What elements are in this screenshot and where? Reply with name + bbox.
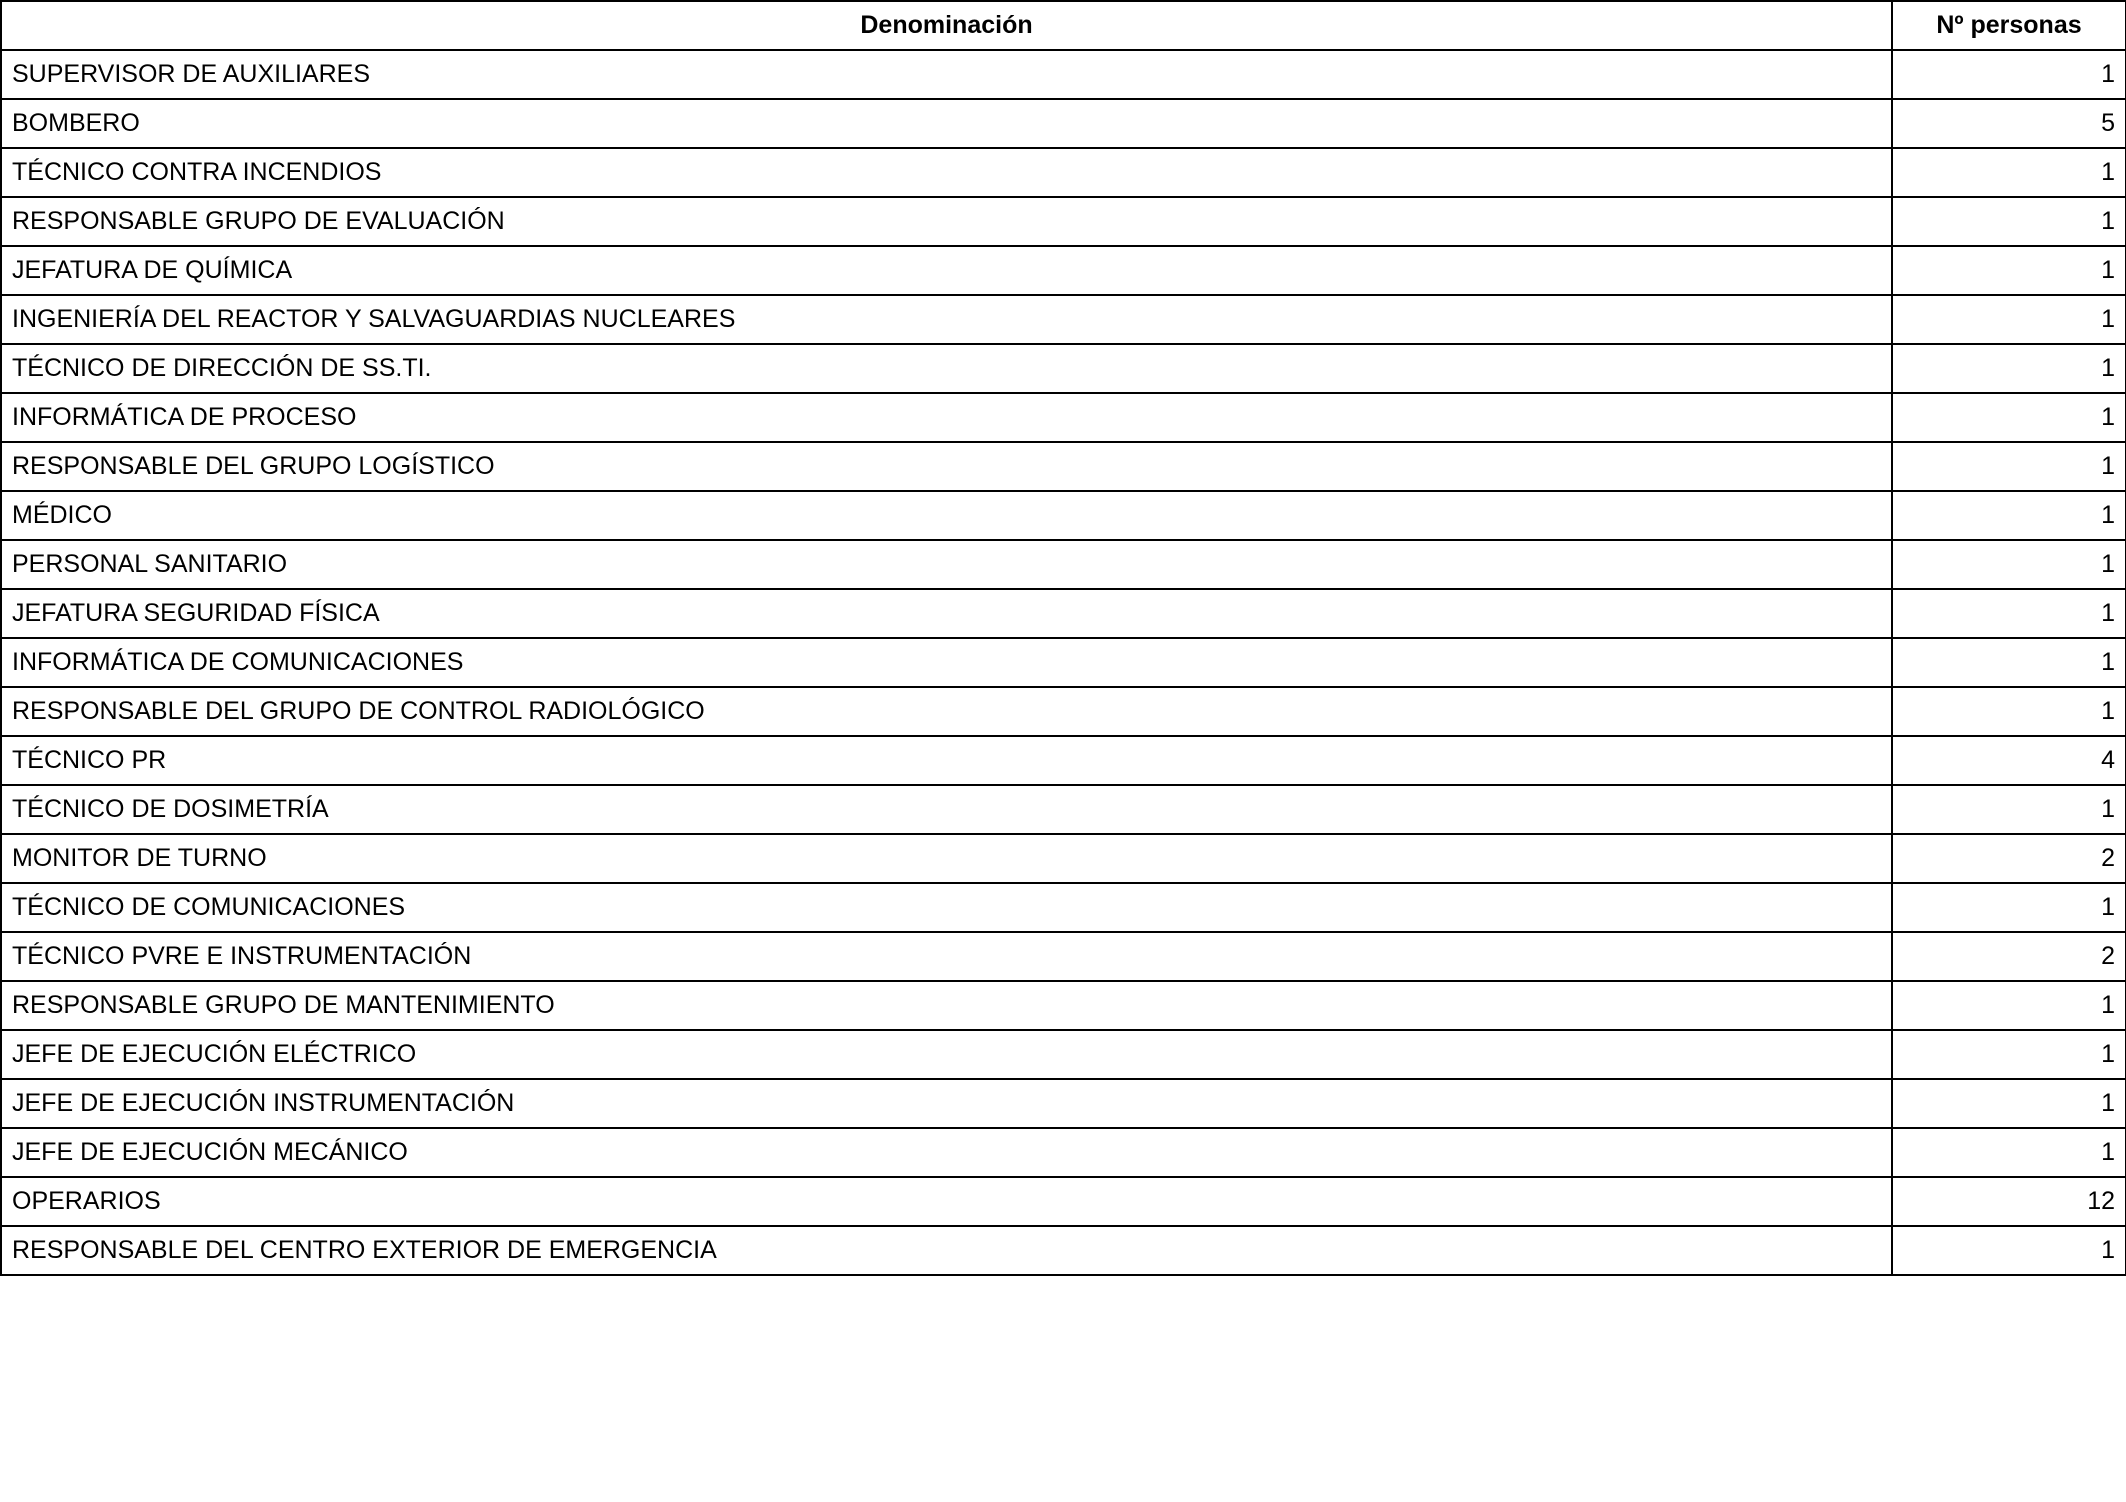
- person-count-cell: 1: [1892, 295, 2126, 344]
- role-name-cell: OPERARIOS: [1, 1177, 1892, 1226]
- person-count-cell: 1: [1892, 442, 2126, 491]
- role-name-cell: RESPONSABLE DEL CENTRO EXTERIOR DE EMERGENCIA: [1, 1226, 1892, 1275]
- person-count-cell: 1: [1892, 638, 2126, 687]
- table-row: [1, 1177, 2126, 1226]
- role-name-cell: JEFE DE EJECUCIÓN MECÁNICO: [1, 1128, 1892, 1177]
- table-row: [1, 638, 2126, 687]
- person-count-cell: 1: [1892, 344, 2126, 393]
- person-count-cell: 1: [1892, 197, 2126, 246]
- role-name-cell: MÉDICO: [1, 491, 1892, 540]
- role-name-cell: RESPONSABLE GRUPO DE MANTENIMIENTO: [1, 981, 1892, 1030]
- table-row: [1, 148, 2126, 197]
- table-row: [1, 687, 2126, 736]
- person-count-cell: 1: [1892, 393, 2126, 442]
- person-count-cell: 1: [1892, 1079, 2126, 1128]
- role-name-cell: JEFE DE EJECUCIÓN INSTRUMENTACIÓN: [1, 1079, 1892, 1128]
- table-row: [1, 50, 2126, 99]
- person-count-cell: 2: [1892, 932, 2126, 981]
- role-name-cell: TÉCNICO CONTRA INCENDIOS: [1, 148, 1892, 197]
- table-row: [1, 1079, 2126, 1128]
- role-name-cell: RESPONSABLE DEL GRUPO DE CONTROL RADIOLÓGICO: [1, 687, 1892, 736]
- person-count-cell: 1: [1892, 148, 2126, 197]
- table-row: [1, 1128, 2126, 1177]
- table-row: [1, 785, 2126, 834]
- table-row: [1, 246, 2126, 295]
- role-name-cell: SUPERVISOR DE AUXILIARES: [1, 50, 1892, 99]
- table-row: [1, 295, 2126, 344]
- table-row: [1, 197, 2126, 246]
- role-name-cell: MONITOR DE TURNO: [1, 834, 1892, 883]
- table-body: [1, 50, 2126, 1275]
- person-count-cell: 1: [1892, 1030, 2126, 1079]
- table-row: [1, 932, 2126, 981]
- role-name-cell: INFORMÁTICA DE PROCESO: [1, 393, 1892, 442]
- table-row: [1, 834, 2126, 883]
- person-count-cell: 1: [1892, 589, 2126, 638]
- person-count-cell: 2: [1892, 834, 2126, 883]
- person-count-cell: 1: [1892, 540, 2126, 589]
- table-row: [1, 99, 2126, 148]
- header-num-personas: Nº personas: [1892, 1, 2126, 50]
- table-row: [1, 1030, 2126, 1079]
- table-row: [1, 589, 2126, 638]
- role-name-cell: INFORMÁTICA DE COMUNICACIONES: [1, 638, 1892, 687]
- table-row: [1, 1226, 2126, 1275]
- role-name-cell: TÉCNICO DE DOSIMETRÍA: [1, 785, 1892, 834]
- person-count-cell: 1: [1892, 246, 2126, 295]
- table-row: [1, 981, 2126, 1030]
- person-count-cell: 1: [1892, 687, 2126, 736]
- person-count-cell: 1: [1892, 491, 2126, 540]
- role-name-cell: TÉCNICO PR: [1, 736, 1892, 785]
- person-count-cell: 1: [1892, 50, 2126, 99]
- table-row: [1, 491, 2126, 540]
- table-row: [1, 393, 2126, 442]
- role-name-cell: JEFATURA DE QUÍMICA: [1, 246, 1892, 295]
- person-count-cell: 4: [1892, 736, 2126, 785]
- role-name-cell: INGENIERÍA DEL REACTOR Y SALVAGUARDIAS NUCLEARES: [1, 295, 1892, 344]
- role-name-cell: BOMBERO: [1, 99, 1892, 148]
- person-count-cell: 5: [1892, 99, 2126, 148]
- table-row: [1, 736, 2126, 785]
- role-name-cell: PERSONAL SANITARIO: [1, 540, 1892, 589]
- table-row: [1, 344, 2126, 393]
- person-count-cell: 1: [1892, 785, 2126, 834]
- person-count-cell: 1: [1892, 981, 2126, 1030]
- table-row: [1, 883, 2126, 932]
- role-name-cell: RESPONSABLE GRUPO DE EVALUACIÓN: [1, 197, 1892, 246]
- table-header-row: [1, 1, 2126, 50]
- person-count-cell: 1: [1892, 1226, 2126, 1275]
- header-denominacion: Denominación: [1, 1, 1892, 50]
- role-name-cell: JEFATURA SEGURIDAD FÍSICA: [1, 589, 1892, 638]
- person-count-cell: 12: [1892, 1177, 2126, 1226]
- role-name-cell: TÉCNICO DE COMUNICACIONES: [1, 883, 1892, 932]
- role-name-cell: TÉCNICO PVRE E INSTRUMENTACIÓN: [1, 932, 1892, 981]
- person-count-cell: 1: [1892, 1128, 2126, 1177]
- table-row: [1, 540, 2126, 589]
- role-name-cell: TÉCNICO DE DIRECCIÓN DE SS.TI.: [1, 344, 1892, 393]
- person-count-cell: 1: [1892, 883, 2126, 932]
- table-row: [1, 442, 2126, 491]
- role-name-cell: JEFE DE EJECUCIÓN ELÉCTRICO: [1, 1030, 1892, 1079]
- role-name-cell: RESPONSABLE DEL GRUPO LOGÍSTICO: [1, 442, 1892, 491]
